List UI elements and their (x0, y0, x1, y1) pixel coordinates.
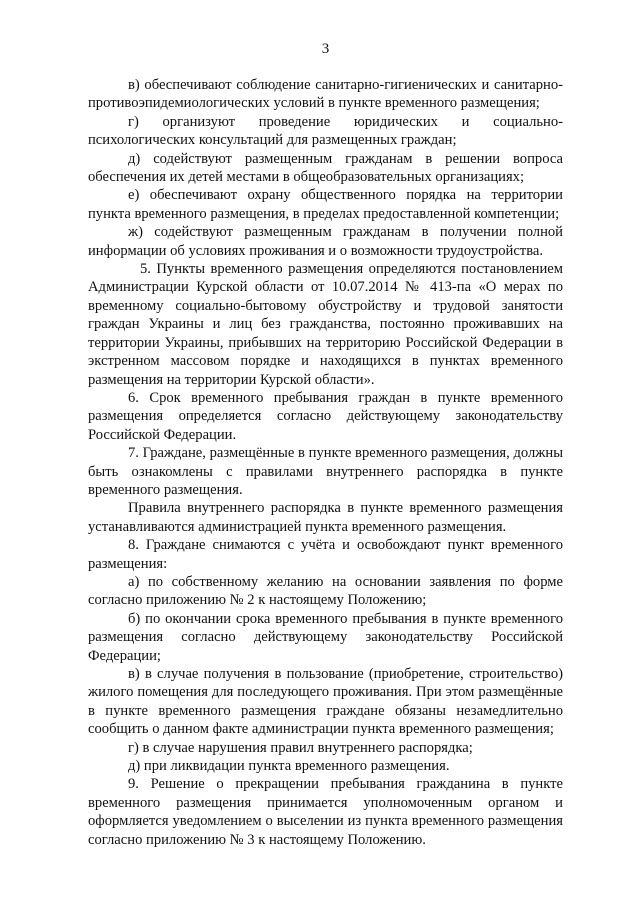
paragraph-item-zh: ж) содействуют размещенным гражданам в получении полной информации об условиях проживания и о возможности трудоустройства. (88, 224, 563, 259)
paragraph-clause-5: 5. Пункты временного размещения определяются постановлением Администрации Курской области от 10.07.2014 № 413-па «О мерах по временному социально-бытовому обустройству и трудовой занятости граждан Украины и лиц без гражданства, постоянно проживавших на территории Украины, прибывших на территорию Российской Федерации в экстренном массовом порядке и находящихся в пунктах временного размещения на территории Курской области». (88, 261, 563, 388)
paragraph-clause-6: 6. Срок временного пребывания граждан в пункте временного размещения определяется согласно действующему законодательству Российской Федерации. (88, 389, 563, 443)
paragraph-item-e: е) обеспечивают охрану общественного порядка на территории пункта временного размещения, в пределах предоставленной компетенции; (88, 187, 563, 222)
paragraph-item-g2: г) в случае нарушения правил внутреннего распорядка; (128, 739, 473, 756)
paragraph-rules: Правила внутреннего распорядка в пункте временного размещения устанавливаются администрацией пункта временного размещения. (88, 500, 563, 535)
paragraph-item-a: а) по собственному желанию на основании заявления по форме согласно приложению № 2 к настоящему Положению; (88, 573, 563, 609)
paragraph-item-g: г) организуют проведение юридических и социально-психологических консультаций для размещенных граждан; (88, 113, 563, 149)
paragraph-clause-8: 8. Граждане снимаются с учёта и освобождают пункт временного размещения: (88, 537, 563, 572)
page-number: 3 (321, 41, 330, 57)
paragraph-item-v: в) обеспечивают соблюдение санитарно-гигиенических и санитарно-противоэпидемиологических условий в пункте временного размещения; (88, 77, 563, 112)
paragraph-item-v2: в) в случае получения в пользование (приобретение, строительство) жилого помещения для последующего проживания. При этом размещённые в пункте временного размещения граждане обязаны незамедлительно сообщить о данном факте администрации пункта временного размещения; (88, 666, 563, 738)
paragraph-clause-9: 9. Решение о прекращении пребывания гражданина в пункте временного размещения принимается уполномоченным органом и оформляется уведомлением о выселении из пункта временного размещения согласно приложению № 3 к настоящему Положению. (88, 776, 563, 848)
paragraph-item-b: б) по окончании срока временного пребывания в пункте временного размещения согласно действующему законодательству Российской Федерации; (88, 610, 563, 664)
paragraph-item-d: д) содействуют размещенным гражданам в решении вопроса обеспечения их детей местами в общеобразовательных организациях; (88, 150, 563, 186)
paragraph-item-d2: д) при ликвидации пункта временного размещения. (128, 758, 450, 775)
paragraph-clause-7: 7. Граждане, размещённые в пункте временного размещения, должны быть ознакомлены с правилами внутреннего распорядка в пункте временного размещения. (88, 445, 563, 498)
